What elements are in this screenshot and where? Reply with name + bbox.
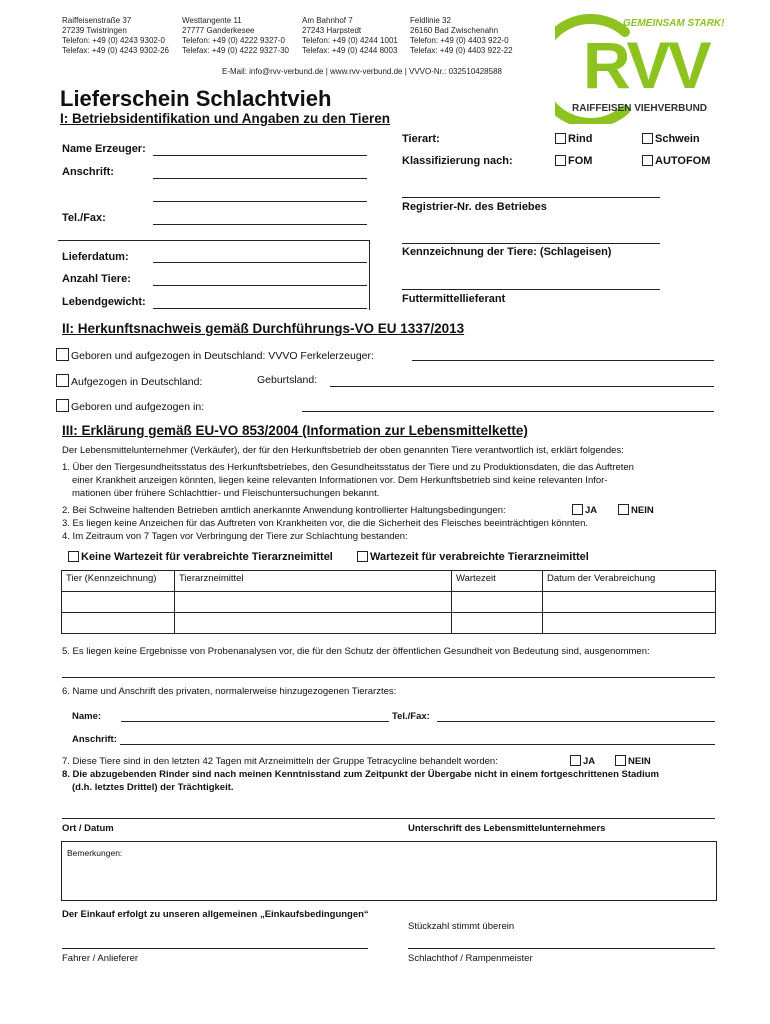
point-2-nein-label: NEIN: [631, 505, 654, 516]
schwein-label: Schwein: [655, 133, 700, 145]
delivery-date-field[interactable]: [153, 262, 367, 263]
animal-count-field[interactable]: [153, 285, 367, 286]
table-header-medication: Tierarzneimittel: [175, 571, 452, 592]
point-1-line-3: mationen über frühere Schlachttier- und Fleischuntersuchungen bekannt.: [72, 488, 380, 499]
point-7-ja-checkbox[interactable]: [570, 755, 581, 766]
logo-text: RVV: [583, 28, 709, 102]
rvv-logo: [555, 14, 725, 124]
piglet-producer-field[interactable]: [412, 360, 714, 361]
point-7-nein[interactable]: [615, 755, 651, 767]
table-cell[interactable]: [62, 592, 175, 613]
table-cell[interactable]: [175, 592, 452, 613]
lab-results-field[interactable]: [62, 677, 715, 678]
option-rind[interactable]: [555, 133, 592, 145]
point-3: 3. Es liegen keine Anzeichen für das Auftreten von Krankheiten vor, die die Sicherheit des Fleisches beeinträchtigen könnten.: [62, 518, 588, 529]
point-4: 4. Im Zeitraum von 7 Tagen vor Verbringung der Tiere zur Schlachtung bestanden:: [62, 531, 408, 542]
page-title: Lieferschein Schlachtvieh: [60, 86, 332, 111]
address-twistringen: Raiffeisenstraße 37 27239 Twistringen Telefon: +49 (0) 4243 9302-0 Telefax: +49 (0) 4243 9302-26: [62, 16, 169, 55]
address-harpstedt: Am Bahnhof 7 27243 Harpstedt Telefon: +49 (0) 4244 1001 Telefax: +49 (0) 4244 8003: [302, 16, 398, 55]
registry-label: Registrier-Nr. des Betriebes: [402, 201, 547, 213]
no-withdrawal-option[interactable]: [68, 551, 333, 563]
marking-label: Kennzeichnung der Tiere: (Schlageisen): [402, 246, 612, 258]
table-row[interactable]: [62, 592, 716, 613]
origin-2-label: Aufgezogen in Deutschland:: [71, 376, 203, 388]
feed-supplier-field[interactable]: [402, 289, 660, 290]
signature-label: Unterschrift des Lebensmittelunternehmers: [408, 823, 606, 834]
fom-checkbox[interactable]: [555, 155, 566, 166]
origin-3-checkbox[interactable]: [56, 399, 69, 412]
contact-line: E-Mail: info@rvv-verbund.de | www.rvv-verbund.de | VVVO-Nr.: 032510428588: [222, 67, 502, 76]
autofom-label: AUTOFOM: [655, 155, 711, 167]
no-withdrawal-label: Keine Wartezeit für verabreichte Tierarzneimittel: [81, 551, 333, 563]
place-date-label: Ort / Datum: [62, 823, 114, 834]
point-8-line-1: 8. Die abzugebenden Rinder sind nach meinen Kenntnisstand zum Zeitpunkt der Übergabe nicht in einem fortgeschrittenen Stadium: [62, 769, 659, 780]
classification-label: Klassifizierung nach:: [402, 155, 513, 167]
origin-option-1[interactable]: [56, 348, 374, 362]
option-schwein[interactable]: [642, 133, 700, 145]
declaration-intro: Der Lebensmittelunternehmer (Verkäufer), der für den Herkunftsbetrieb der oben genannten Tiere verantwortlich ist, erklärt folgendes:: [62, 445, 624, 456]
logo-slogan: GEMEINSAM STARK!: [623, 18, 725, 29]
origin-1-checkbox[interactable]: [56, 348, 69, 361]
point-2: 2. Bei Schweine haltenden Betrieben amtlich anerkannte Anwendung kontrollierter Haltungsbedingungen:: [62, 505, 506, 516]
option-fom[interactable]: [555, 155, 592, 167]
point-7: 7. Diese Tiere sind in den letzten 42 Tagen mit Arzneimitteln der Gruppe Tetracycline behandelt worden:: [62, 756, 498, 767]
address-field-1[interactable]: [153, 178, 367, 179]
registry-field[interactable]: [402, 197, 660, 198]
vet-address-label: Anschrift:: [72, 734, 117, 745]
name-field[interactable]: [153, 155, 367, 156]
point-5: 5. Es liegen keine Ergebnisse von Probenanalysen vor, die für den Schutz der öffentlichen Gesundheit von Bedeutung sind, ausgenommen:: [62, 646, 650, 657]
origin-option-2[interactable]: [56, 374, 202, 388]
delivery-date-label: Lieferdatum:: [62, 251, 129, 263]
vet-name-label: Name:: [72, 711, 102, 722]
origin-option-3[interactable]: [56, 399, 204, 413]
name-label: Name Erzeuger:: [62, 143, 146, 155]
point-7-ja[interactable]: [570, 755, 595, 767]
withdrawal-checkbox[interactable]: [357, 551, 368, 562]
live-weight-label: Lebendgewicht:: [62, 296, 146, 308]
address-bad-zwischenahn: Feldlinie 32 26160 Bad Zwischenahn Telefon: +49 (0) 4403 922-0 Telefax: +49 (0) 4403 922-22: [410, 16, 513, 55]
origin-2-checkbox[interactable]: [56, 374, 69, 387]
medication-table: [61, 570, 716, 634]
vet-phone-field[interactable]: [437, 721, 715, 722]
point-1-line-1: 1. Über den Tiergesundheitsstatus des Herkunftsbetriebes, den Gesundheitsstatus der Tiere und zu Produktionsdaten, die das Auftreten: [62, 462, 634, 473]
count-ok-label: Stückzahl stimmt überein: [408, 921, 515, 932]
table-header-row: [62, 571, 716, 592]
logo-subtitle: RAIFFEISEN VIEHVERBUND: [572, 103, 708, 114]
point-7-nein-checkbox[interactable]: [615, 755, 626, 766]
driver-signature-field[interactable]: [62, 948, 368, 949]
table-cell[interactable]: [62, 613, 175, 634]
rind-label: Rind: [568, 133, 593, 145]
section-3-heading: III: Erklärung gemäß EU-VO 853/2004 (Information zur Lebensmittelkette): [62, 423, 528, 438]
table-header-withdrawal: Wartezeit: [452, 571, 543, 592]
point-7-nein-label: NEIN: [628, 756, 651, 767]
point-1-line-2: einer Krankheit anzeigen könnten, liegen keine relevanten Informationen vor. Dem Herkunftsbetrieb sind keine relevanten Infor-: [72, 475, 608, 486]
table-header-animal: Tier (Kennzeichnung): [62, 571, 175, 592]
point-8-line-2: (d.h. letztes Drittel) der Trächtigkeit.: [72, 782, 234, 793]
vet-name-field[interactable]: [121, 721, 389, 722]
point-7-ja-label: JA: [583, 756, 596, 767]
feed-supplier-label: Futtermittellieferant: [402, 293, 506, 305]
rind-checkbox[interactable]: [555, 133, 566, 144]
point-2-nein[interactable]: [618, 504, 654, 516]
remarks-box[interactable]: [61, 841, 717, 901]
table-row[interactable]: [62, 613, 716, 634]
point-2-ja[interactable]: [572, 504, 597, 516]
table-cell[interactable]: [543, 613, 716, 634]
section-1-heading: I: Betriebsidentifikation und Angaben zu den Tieren: [60, 111, 391, 126]
slaughterhouse-label: Schlachthof / Rampenmeister: [408, 953, 533, 964]
point-6: 6. Name und Anschrift des privaten, normalerweise hinzugezogenen Tierarztes:: [62, 686, 397, 697]
vet-phone-label: Tel./Fax:: [392, 711, 430, 722]
animal-count-label: Anzahl Tiere:: [62, 273, 131, 285]
live-weight-field[interactable]: [153, 308, 367, 309]
table-cell[interactable]: [452, 592, 543, 613]
phone-field[interactable]: [153, 224, 367, 225]
autofom-checkbox[interactable]: [642, 155, 653, 166]
point-2-ja-checkbox[interactable]: [572, 504, 583, 515]
birth-country-field[interactable]: [330, 386, 714, 387]
signature-line[interactable]: [62, 818, 715, 819]
fom-label: FOM: [568, 155, 593, 167]
slaughterhouse-signature-field[interactable]: [408, 948, 715, 949]
origin-1-label: Geboren und aufgezogen in Deutschland: VVVO Ferkelerzeuger:: [71, 350, 374, 362]
table-header-date: Datum der Verabreichung: [543, 571, 716, 592]
no-withdrawal-checkbox[interactable]: [68, 551, 79, 562]
section-2-heading: II: Herkunftsnachweis gemäß Durchführungs-VO EU 1337/2013: [62, 321, 465, 336]
table-cell[interactable]: [175, 613, 452, 634]
origin-country-field[interactable]: [302, 411, 714, 412]
withdrawal-option[interactable]: [357, 551, 589, 563]
address-field-2[interactable]: [153, 201, 367, 202]
origin-3-label: Geboren und aufgezogen in:: [71, 401, 205, 413]
table-cell[interactable]: [543, 592, 716, 613]
point-2-ja-label: JA: [585, 505, 598, 516]
withdrawal-label: Wartezeit für verabreichte Tierarzneimittel: [370, 551, 589, 563]
address-ganderkesee: Westtangente 11 27777 Ganderkesee Telefon: +49 (0) 4222 9327-0 Telefax: +49 (0) 4222 9327-30: [182, 16, 289, 55]
marking-field[interactable]: [402, 243, 660, 244]
schwein-checkbox[interactable]: [642, 133, 653, 144]
phone-label: Tel./Fax:: [62, 212, 106, 224]
terms-text: Der Einkauf erfolgt zu unseren allgemeinen „Einkaufsbedingungen“: [62, 909, 369, 920]
driver-label: Fahrer / Anlieferer: [62, 953, 139, 964]
remarks-label: Bemerkungen:: [67, 848, 123, 858]
animal-type-label: Tierart:: [402, 133, 440, 145]
vet-address-field[interactable]: [120, 744, 715, 745]
address-label: Anschrift:: [62, 166, 114, 178]
point-2-nein-checkbox[interactable]: [618, 504, 629, 515]
birth-country-label: Geburtsland:: [257, 374, 318, 386]
table-cell[interactable]: [452, 613, 543, 634]
option-autofom[interactable]: [642, 155, 710, 167]
